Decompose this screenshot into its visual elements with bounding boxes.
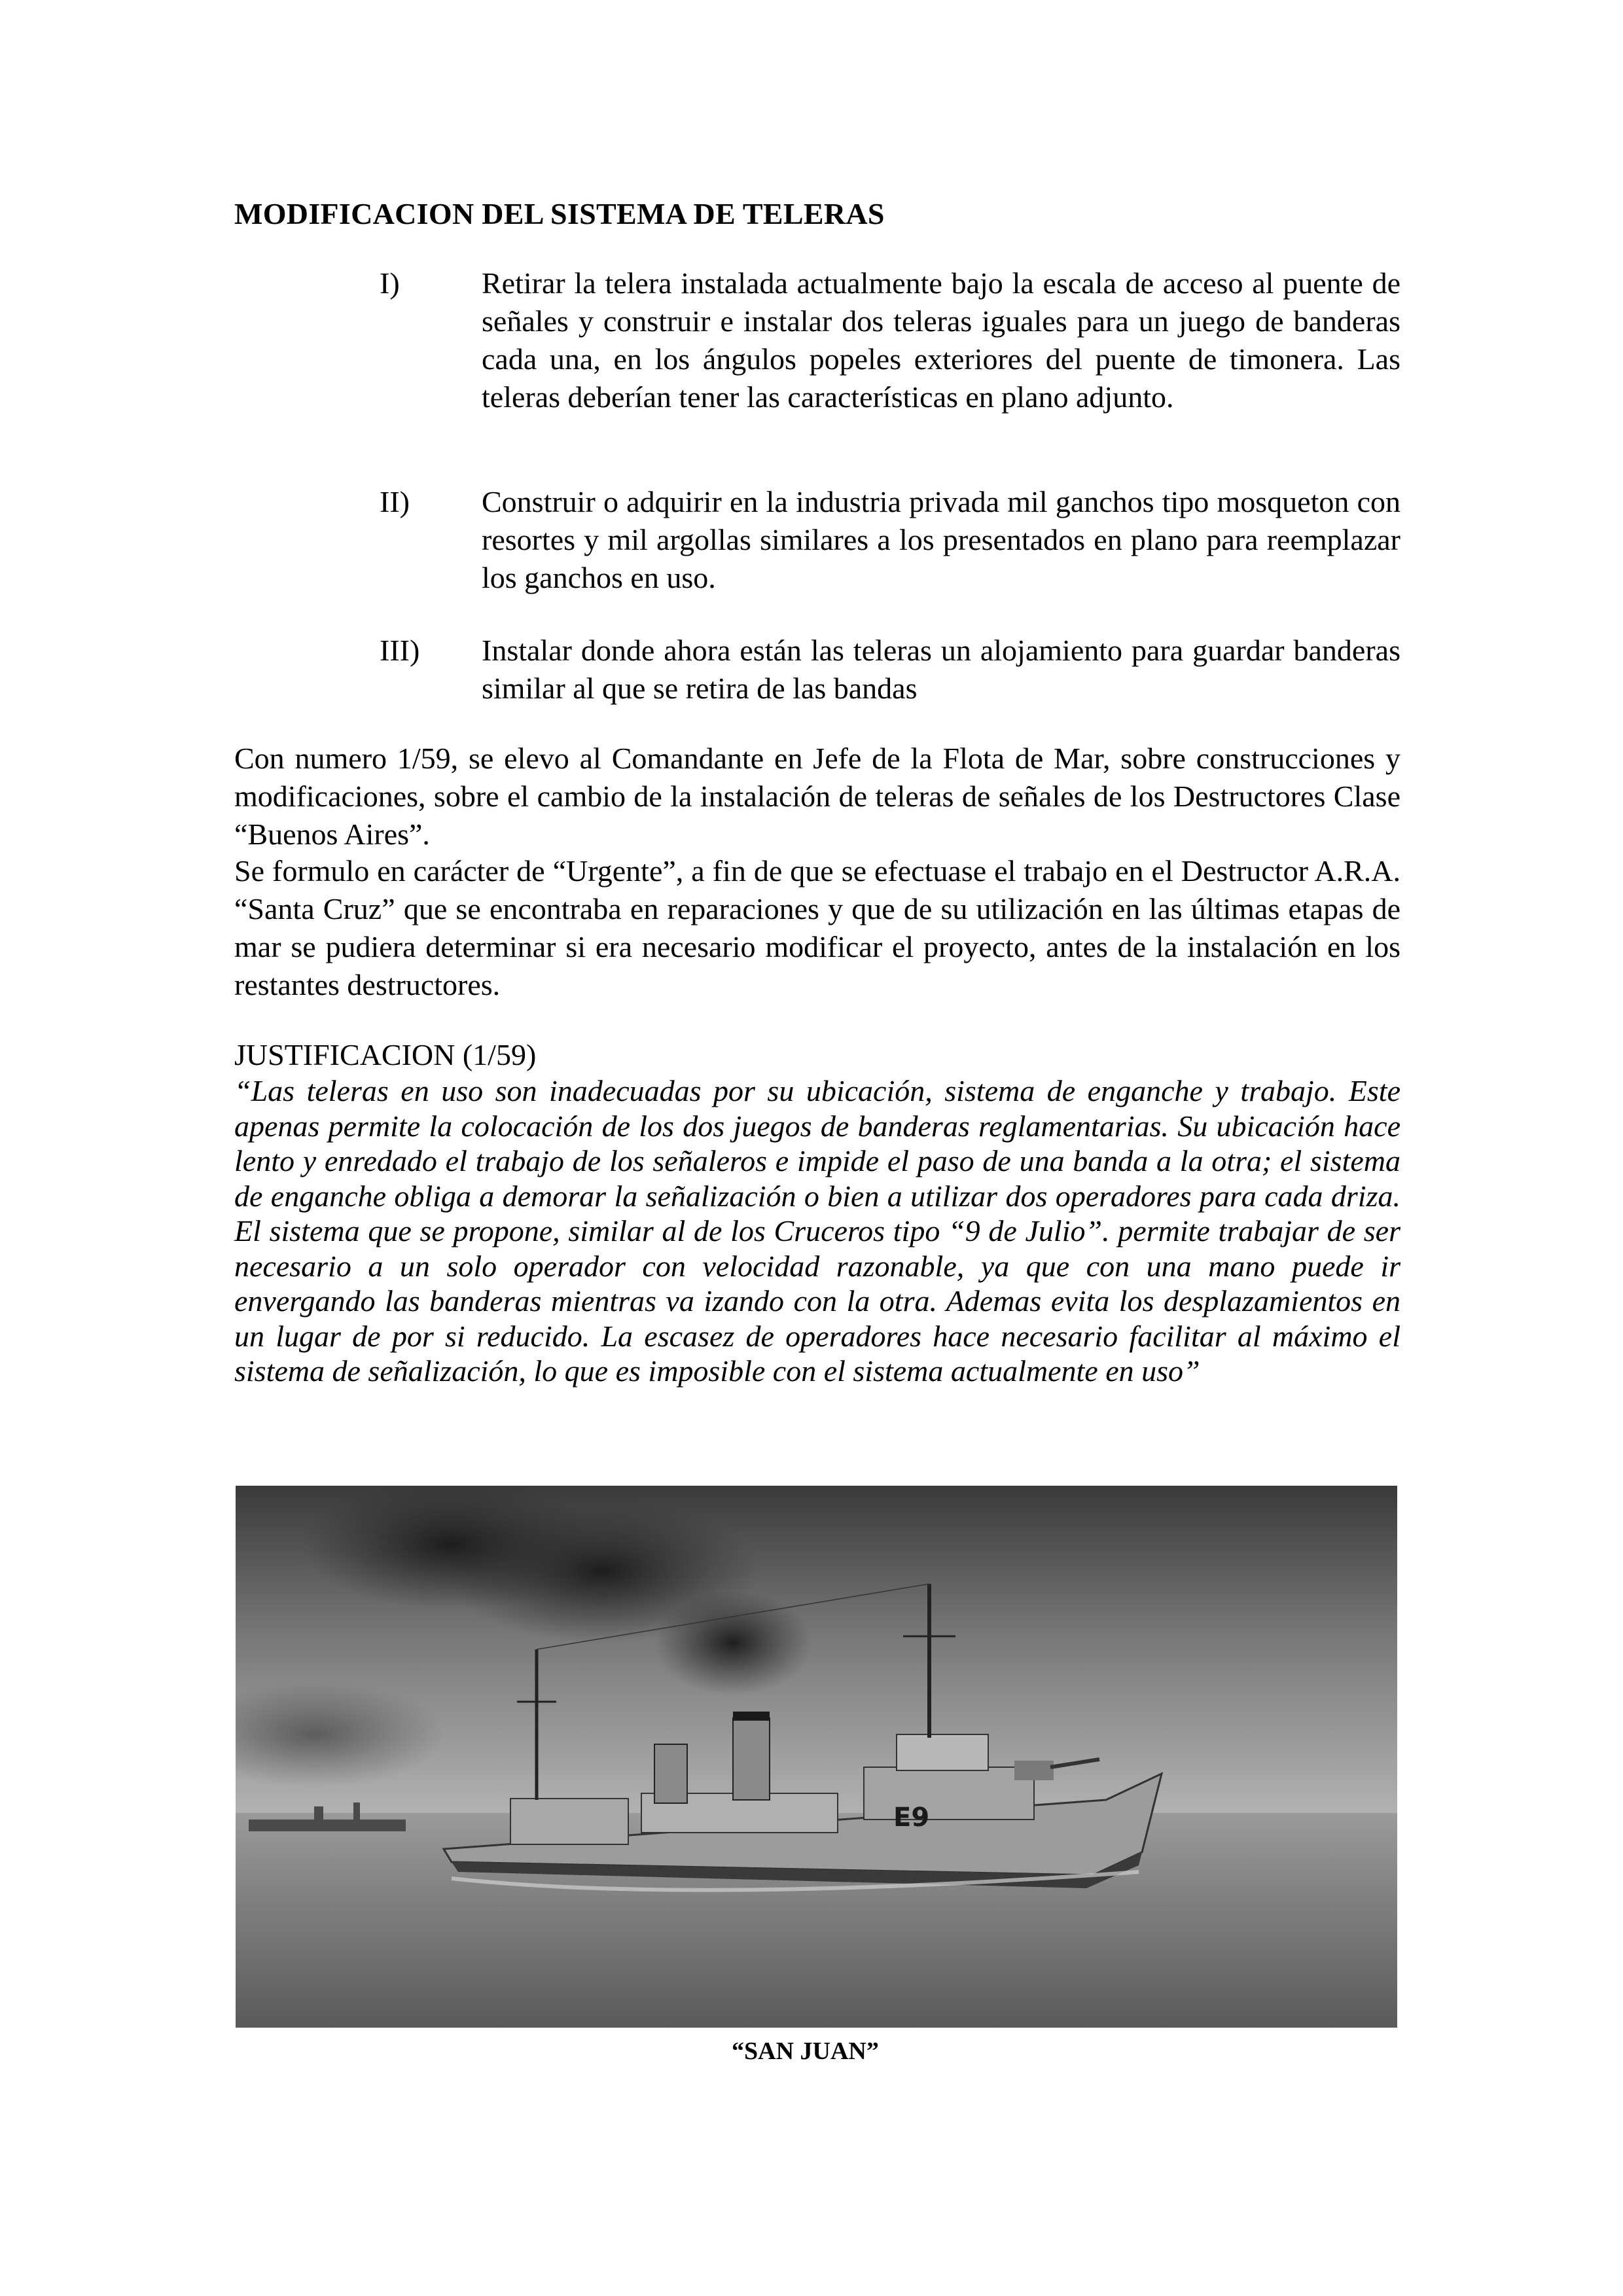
list-item-text: Retirar la telera instalada actualmente bajo la escala de acceso al puente de señales y construir e instalar dos teleras iguales para un juego de banderas cada una, en los ángulos popeles exteriores del puente de timonera. Las teleras deberían tener las características en plano adjunto. (482, 266, 1400, 414)
ship-funnel (733, 1718, 770, 1800)
paragraph-elevation: Con numero 1/59, se elevo al Comandante en Jefe de la Flota de Mar, sobre construcciones y modificaciones, sobre el cambio de la instalación de teleras de señales de los Destructores Clase “Buenos Aires”. (234, 742, 1400, 851)
list-item-text: Construir o adquirir en la industria privada mil ganchos tipo mosqueton con resortes y mil argollas similares a los presentados en plano para reemplazar los ganchos en uso. (482, 485, 1400, 594)
distant-harbour (314, 1806, 323, 1821)
list-item-number: I) (380, 266, 400, 300)
list-item-number: III) (380, 634, 420, 667)
distant-harbour (353, 1803, 360, 1821)
paragraph-urgente: Se formulo en carácter de “Urgente”, a fin de que se efectuase el trabajo en el Destructor A.R.A. “Santa Cruz” que se encontraba en reparaciones y que de su utilización en las últimas etapas de mar se pudiera determinar si era necesario modificar el proyecto, antes de la instalación en los restantes destructores. (234, 854, 1400, 1001)
destroyer-photo (236, 1486, 1397, 2028)
ship-gun (1014, 1761, 1054, 1780)
list-item-text: Instalar donde ahora están las teleras un alojamiento para guardar banderas similar al que se retira de las bandas (482, 634, 1400, 705)
list-item-number: II) (380, 485, 410, 518)
smoke-cloud (654, 1590, 812, 1695)
justification-quote: “Las teleras en uso son inadecuadas por su ubicación, sistema de enganche y trabajo. Este apenas permite la colocación de los dos juegos de banderas reglamentarias. Su ubicación hace lento y enredado el trabajo de los señaleros e impide el paso de una banda a la otra; el sistema de enganche obliga a demorar la señalización o bien a utilizar dos operadores para cada driza. El sistema que se propone, similar al de los Cruceros tipo “9 de Julio”. permite trabajar de ser necesario a un solo operador con velocidad razonable, ya que con una mano puede ir envergando las banderas mientras va izando con la otra. Ademas evita los desplazamientos en un lugar de por si reducido. La escasez de operadores hace necesario facilitar al máximo el sistema de señalización, lo que es imposible con el sistema actualmente en uso” (234, 1074, 1400, 1388)
photo-caption: “SAN JUAN” (732, 2037, 879, 2065)
document-title: MODIFICACION DEL SISTEMA DE TELERAS (234, 197, 885, 230)
destroyer-photo-illustration (236, 1486, 1397, 2028)
ship-funnel (654, 1744, 687, 1803)
hull-marking: E9 (893, 1803, 930, 1833)
justification-heading: JUSTIFICACION (1/59) (234, 1038, 537, 1071)
ship-superstructure (510, 1799, 628, 1844)
distant-harbour (249, 1820, 406, 1831)
ship-funnel-cap (733, 1712, 770, 1721)
ship-bridge (897, 1734, 988, 1770)
ship-bridge (864, 1767, 1034, 1820)
